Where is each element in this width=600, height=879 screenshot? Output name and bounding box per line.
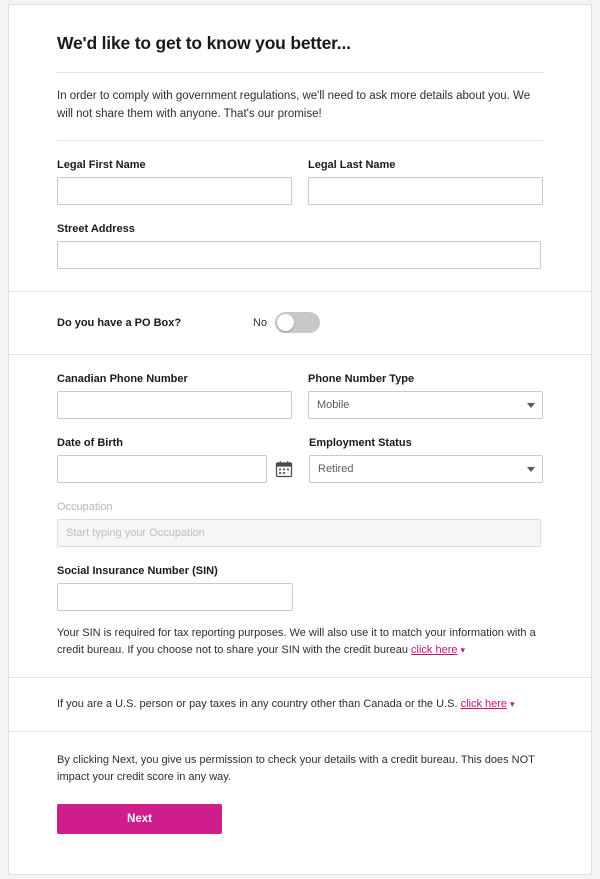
phone-number-label: Canadian Phone Number: [57, 372, 188, 385]
sin-help-text-body: Your SIN is required for tax reporting purposes. We will also use it to match your information with a credit bureau. If you choose not to share your SIN with the credit bureau: [57, 626, 536, 656]
section-po-box: [9, 292, 591, 355]
fatca-text: [57, 678, 543, 731]
field-phone-number: [57, 373, 292, 419]
occupation-label: Occupation: [57, 500, 113, 513]
dob-employment-row: [57, 419, 543, 483]
employment-status-label: Employment Status: [309, 436, 412, 449]
section-personal-details: [9, 5, 591, 292]
sin-credit-bureau-link[interactable]: click here: [411, 643, 458, 656]
sin-input[interactable]: [57, 583, 293, 611]
section-contact-details: [9, 355, 591, 678]
sin-help-text: [57, 611, 543, 677]
intro-text: In order to comply with government regulations, we'll need to ask more details about you. We will not share them with anyone. That's our promise!: [57, 90, 531, 120]
date-of-birth-row: [57, 455, 293, 483]
last-name-input[interactable]: [308, 177, 543, 205]
occupation-input[interactable]: [57, 519, 541, 547]
toggle-knob: [277, 314, 294, 331]
phone-type-select-wrap: [308, 391, 543, 419]
first-name-label: Legal First Name: [57, 158, 146, 171]
date-of-birth-input[interactable]: [57, 455, 267, 483]
field-occupation: [57, 501, 541, 547]
po-box-label: Do you have a PO Box?: [57, 316, 182, 329]
field-first-name: [57, 159, 292, 205]
po-box-toggle[interactable]: [275, 312, 320, 333]
field-sin: [57, 565, 293, 611]
form-card: [8, 4, 592, 875]
employment-status-select[interactable]: [309, 455, 543, 483]
street-address-input[interactable]: [57, 241, 541, 269]
street-address-label: Street Address: [57, 222, 135, 235]
employment-status-select-wrap: [309, 455, 543, 483]
fatca-link[interactable]: click here: [460, 697, 508, 710]
phone-type-label: Phone Number Type: [308, 372, 415, 385]
next-button[interactable]: Next: [57, 804, 222, 834]
chevron-down-icon[interactable]: ▾: [510, 698, 515, 709]
fatca-text-body: If you are a U.S. person or pay taxes in any country other than Canada or the U.S.: [57, 697, 461, 710]
consent-text: By clicking Next, you give us permission to check your details with a credit bureau. This does NOT impact your credit score in any way.: [57, 753, 535, 783]
last-name-label: Legal Last Name: [308, 158, 396, 171]
sin-label: Social Insurance Number (SIN): [57, 564, 218, 577]
field-street-address: [57, 223, 541, 291]
chevron-down-icon[interactable]: ▾: [460, 644, 466, 655]
po-box-state-text: No: [253, 316, 268, 329]
field-date-of-birth: [57, 437, 293, 483]
phone-number-input[interactable]: [57, 391, 292, 419]
name-row: [57, 141, 543, 205]
section-consent: [9, 732, 591, 860]
field-employment-status: [309, 437, 543, 483]
po-box-row: [57, 292, 543, 354]
page-title: We'd like to get to know you better...: [57, 33, 351, 53]
date-of-birth-label: Date of Birth: [57, 436, 123, 449]
po-box-toggle-group: [253, 312, 320, 333]
section-fatca: [9, 678, 591, 732]
field-last-name: [308, 159, 543, 205]
phone-type-select[interactable]: [308, 391, 543, 419]
field-phone-type: [308, 373, 543, 419]
calendar-icon[interactable]: [275, 460, 293, 478]
phone-row: [57, 355, 543, 419]
first-name-input[interactable]: [57, 177, 292, 205]
